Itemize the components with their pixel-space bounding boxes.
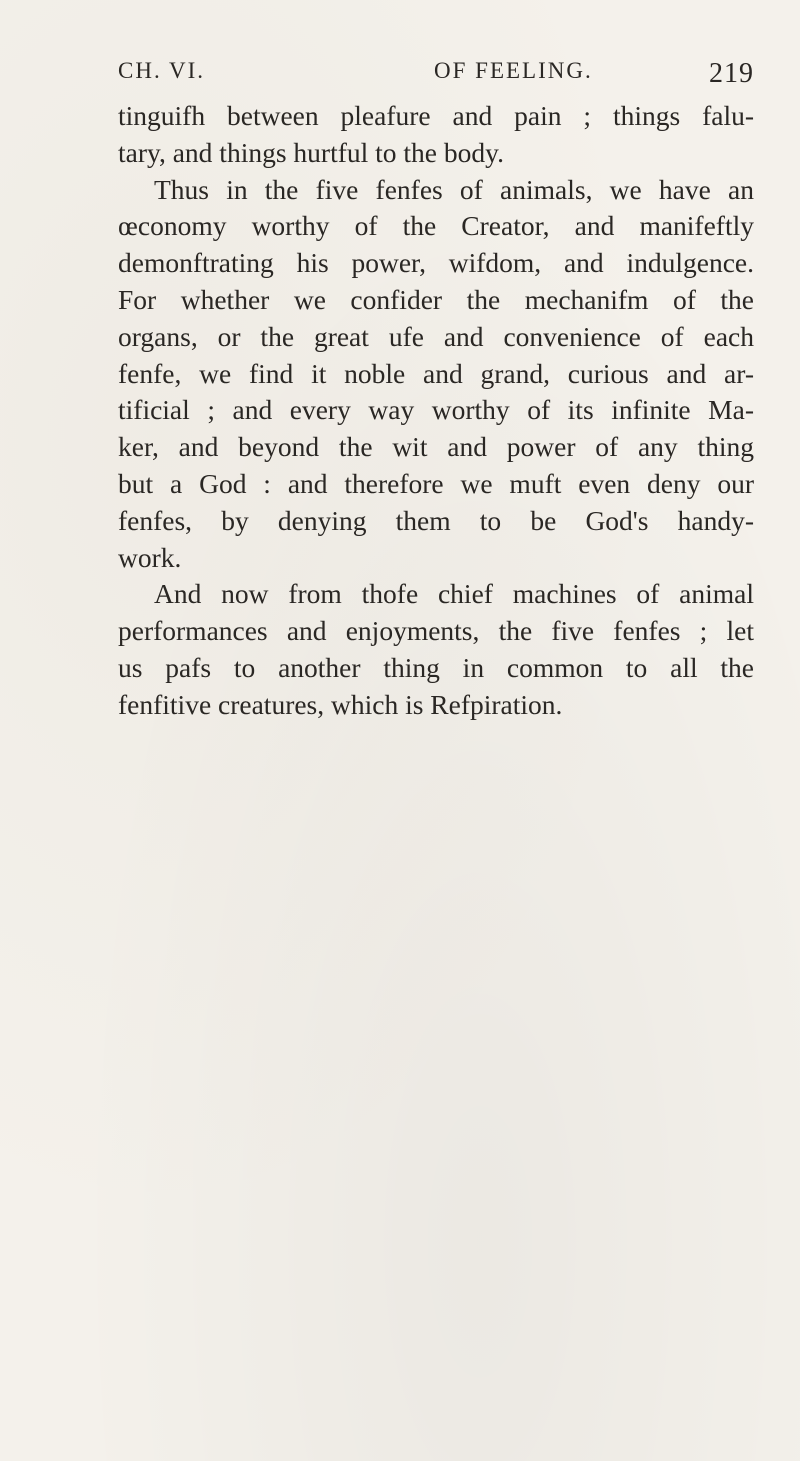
page-number: 219 bbox=[709, 58, 754, 89]
text-line: And now from thofe chief machines of animal bbox=[154, 578, 754, 610]
text-line: Thus in the five fenfes of animals, we have an bbox=[154, 173, 754, 205]
text-line: performances and enjoyments, the five fenfes ; let bbox=[118, 615, 754, 647]
text-line: fenfes, by denying them to be God's handy- bbox=[118, 504, 754, 536]
text-line: fenfe, we find it noble and grand, curious and ar- bbox=[118, 357, 754, 389]
running-title: OF FEELING. bbox=[434, 58, 593, 83]
text-line: but a God : and therefore we muft even deny our bbox=[118, 467, 754, 499]
text-line: us pafs to another thing in common to all the bbox=[118, 651, 754, 683]
text-line: demonftrating his power, wifdom, and indulgence. bbox=[118, 247, 754, 279]
text-line: fenfitive creatures, which is Refpiration. bbox=[118, 688, 563, 720]
text-line: organs, or the great ufe and convenience of each bbox=[118, 320, 754, 352]
text-line: tificial ; and every way worthy of its infinite Ma- bbox=[118, 394, 754, 426]
running-head bbox=[118, 58, 754, 98]
text-line: work. bbox=[118, 541, 182, 573]
text-line: tary, and things hurtful to the body. bbox=[118, 136, 504, 168]
text-line: tinguifh between pleafure and pain ; things falu- bbox=[118, 100, 754, 131]
chapter-label: CH. VI. bbox=[118, 58, 206, 83]
text-line: ker, and beyond the wit and power of any thing bbox=[118, 431, 754, 463]
body-text bbox=[118, 98, 754, 724]
text-line: For whether we confider the mechanifm of the bbox=[118, 283, 754, 315]
text-line: œconomy worthy of the Creator, and manifeftly bbox=[118, 210, 754, 242]
